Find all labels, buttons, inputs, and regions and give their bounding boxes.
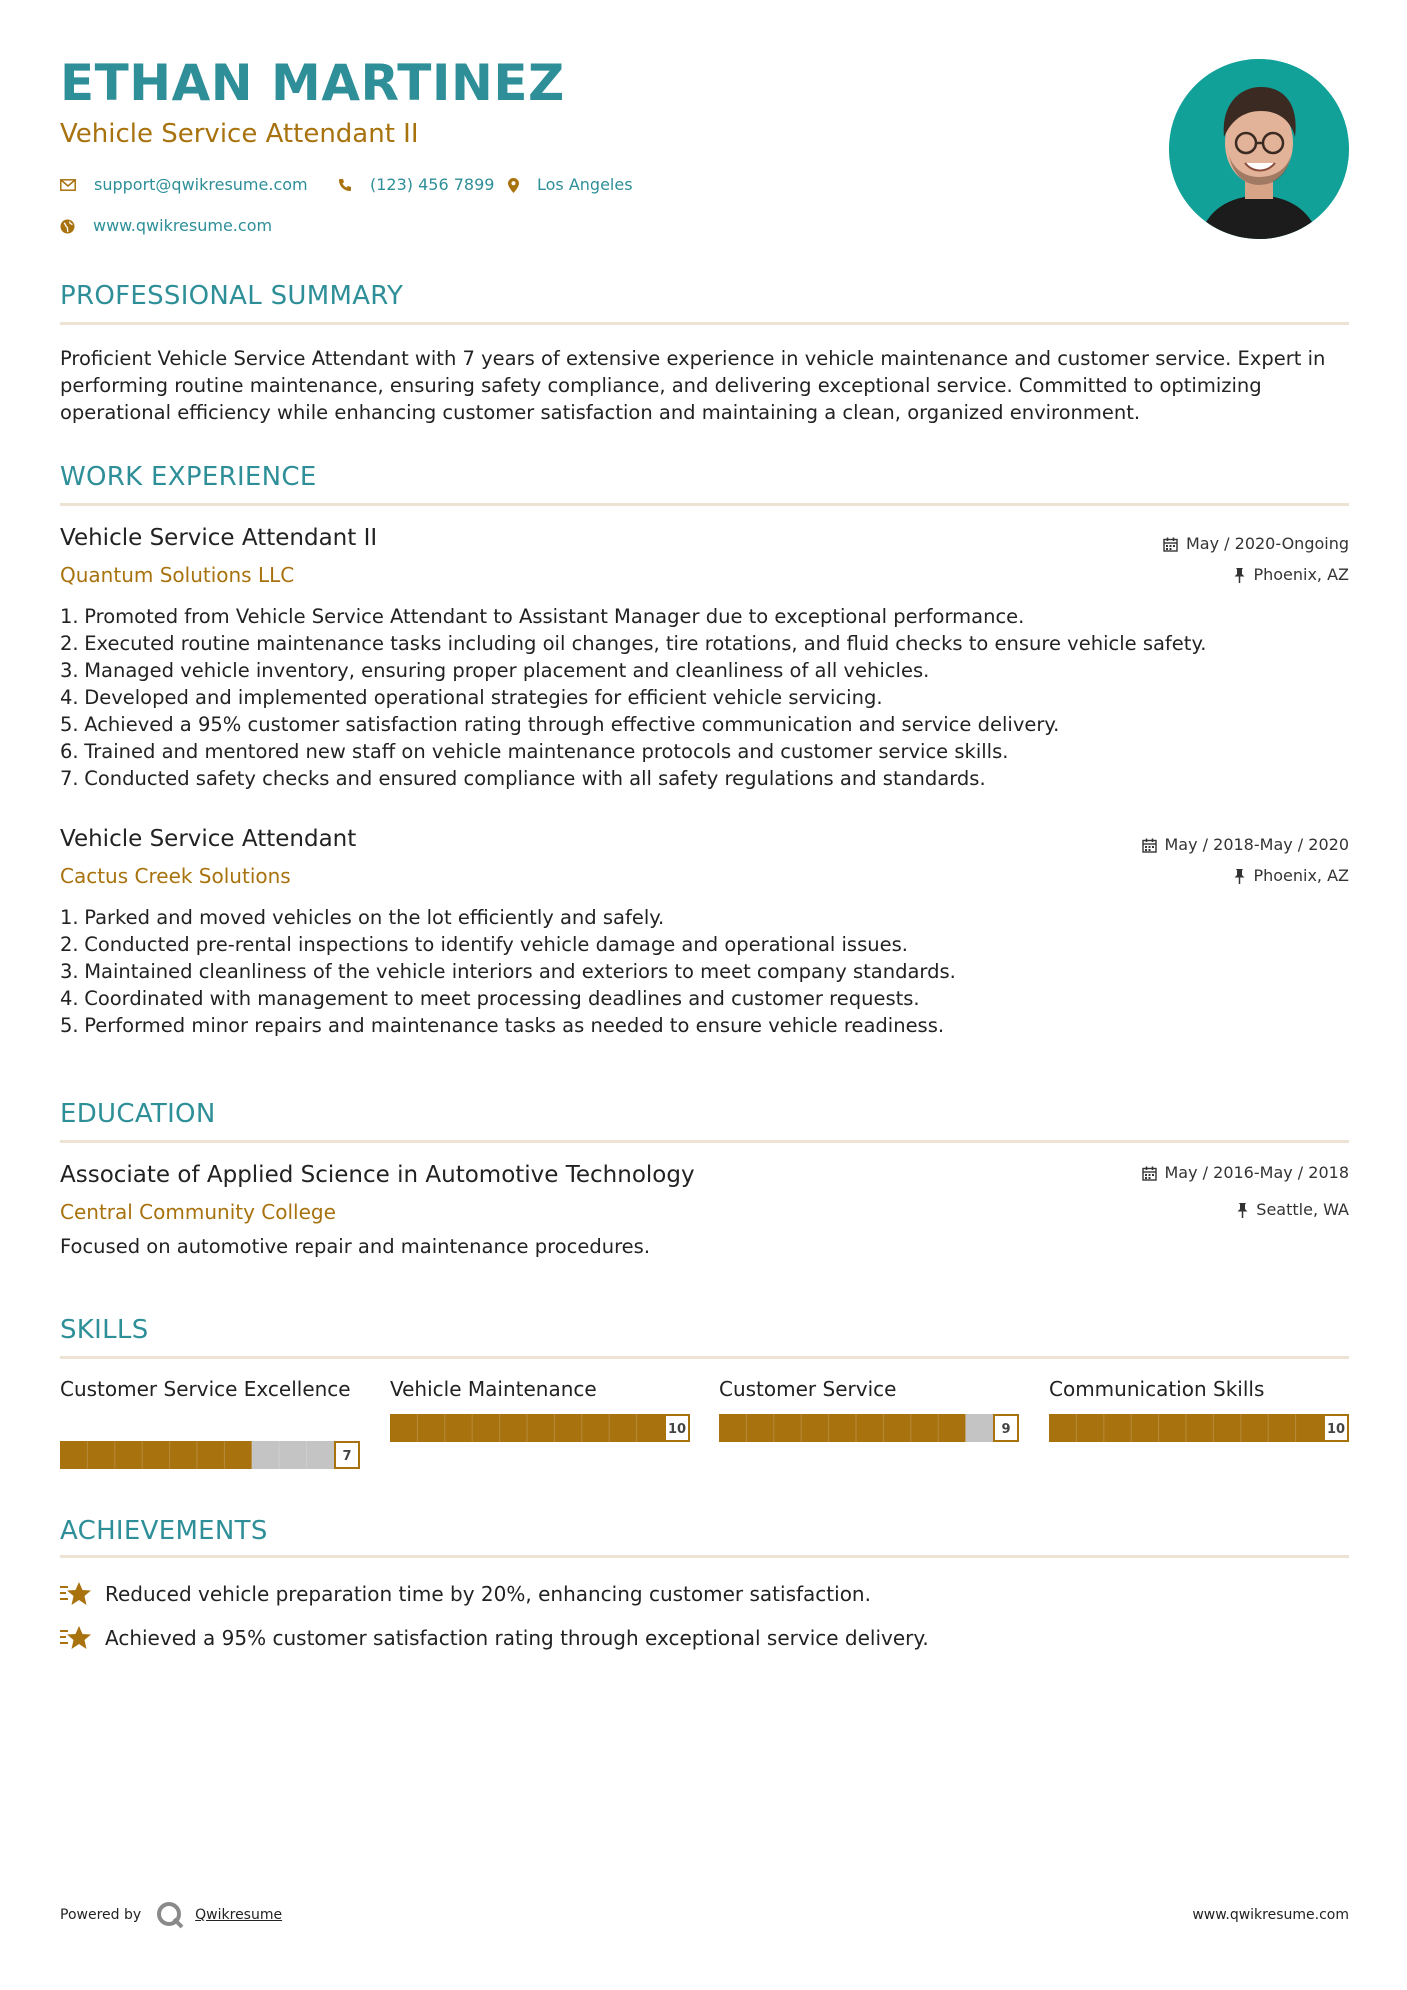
section-title-skills: SKILLS [60, 1315, 149, 1345]
education-school: Central Community College [60, 1200, 336, 1224]
section-title-experience: WORK EXPERIENCE [60, 462, 317, 492]
list-item: 1. Promoted from Vehicle Service Attendant to Assistant Manager due to exceptional performance. [60, 605, 1025, 628]
calendar-icon [1142, 838, 1157, 853]
list-item: 4. Coordinated with management to meet processing deadlines and customer requests. [60, 987, 920, 1010]
job-location-text: Phoenix, AZ [1253, 565, 1349, 584]
achievement-text: Achieved a 95% customer satisfaction rating through exceptional service delivery. [105, 1626, 929, 1650]
job-dates-text: May / 2018-May / 2020 [1164, 835, 1349, 854]
skill-bar [60, 1441, 360, 1469]
list-item: 7. Conducted safety checks and ensured compliance with all safety regulations and standards. [60, 767, 986, 790]
education-location-text: Seattle, WA [1256, 1200, 1349, 1219]
location-text: Los Angeles [537, 175, 633, 194]
list-item: 6. Trained and mentored new staff on vehicle maintenance protocols and customer service skills. [60, 740, 1009, 763]
education-degree: Associate of Applied Science in Automotive Technology [60, 1162, 695, 1188]
website-text: www.qwikresume.com [93, 216, 273, 235]
section-divider [60, 1356, 1349, 1359]
skill-name: Vehicle Maintenance [390, 1377, 597, 1401]
job-dates-text: May / 2020-Ongoing [1186, 534, 1349, 553]
job-bullets [60, 603, 1206, 792]
contact-location [508, 177, 633, 193]
footer-brand-link[interactable]: Qwikresume [195, 1907, 283, 1923]
star-medal-icon [60, 1580, 93, 1608]
skill-bar-fill [60, 1441, 252, 1469]
footer-url[interactable]: www.qwikresume.com [1192, 1907, 1349, 1923]
section-divider [60, 322, 1349, 325]
envelope-icon [60, 179, 76, 191]
list-item: 5. Performed minor repairs and maintenance tasks as needed to ensure vehicle readiness. [60, 1014, 945, 1037]
qwikresume-logo-icon [155, 1900, 185, 1930]
list-item: 2. Conducted pre-rental inspections to identify vehicle damage and operational issues. [60, 933, 908, 956]
job-location [1234, 868, 1349, 884]
achievement-item [60, 1624, 929, 1652]
skill-name: Customer Service Excellence [60, 1377, 351, 1401]
email-text: support@qwikresume.com [94, 175, 308, 194]
skill-bar [1049, 1414, 1349, 1442]
summary-text: Proficient Vehicle Service Attendant with 7 years of extensive experience in vehicle maintenance and customer service. Expert in performing routine maintenance, ensuring safety compliance, and delivering exceptional service. Committed to optimizing operational efficiency while enhancing customer satisfaction and maintaining a clean, organized environment. [60, 347, 1326, 424]
section-title-summary: PROFESSIONAL SUMMARY [60, 281, 404, 311]
section-divider [60, 1555, 1349, 1558]
achievement-text: Reduced vehicle preparation time by 20%, enhancing customer satisfaction. [105, 1582, 871, 1606]
job-company: Cactus Creek Solutions [60, 864, 291, 888]
phone-text: (123) 456 7899 [370, 175, 495, 194]
skill-level-label: 10 [1326, 1422, 1346, 1437]
job-company: Quantum Solutions LLC [60, 563, 295, 587]
section-divider [60, 1140, 1349, 1143]
job-dates [1142, 837, 1350, 853]
job-location [1234, 567, 1349, 583]
contact-website[interactable] [60, 218, 272, 234]
achievement-item [60, 1580, 871, 1608]
calendar-icon [1163, 537, 1178, 552]
list-item: 5. Achieved a 95% customer satisfaction rating through effective communication and service delivery. [60, 713, 1060, 736]
section-divider [60, 503, 1349, 506]
skill-name: Customer Service [719, 1377, 897, 1401]
footer-powered-by [60, 1900, 282, 1930]
job-dates [1163, 536, 1349, 552]
globe-icon [60, 219, 75, 234]
list-item: 1. Parked and moved vehicles on the lot efficiently and safely. [60, 906, 665, 929]
star-medal-icon [60, 1624, 93, 1652]
education-dates [1142, 1165, 1350, 1181]
powered-by-text: Powered by [60, 1907, 142, 1923]
education-description: Focused on automotive repair and maintenance procedures. [60, 1235, 651, 1258]
skill-level-label: 9 [1001, 1422, 1011, 1437]
skill-level-label: 10 [667, 1422, 687, 1437]
education-dates-text: May / 2016-May / 2018 [1164, 1163, 1349, 1182]
job-location-text: Phoenix, AZ [1253, 866, 1349, 885]
job-title: Vehicle Service Attendant II [60, 525, 378, 551]
contact-phone[interactable] [338, 177, 494, 193]
candidate-role: Vehicle Service Attendant II [60, 119, 419, 149]
candidate-name: ETHAN MARTINEZ [60, 54, 565, 112]
skill-bar-fill [719, 1414, 966, 1442]
list-item: 2. Executed routine maintenance tasks including oil changes, tire rotations, and fluid checks to ensure vehicle safety. [60, 632, 1207, 655]
job-title: Vehicle Service Attendant [60, 826, 357, 852]
map-pin-icon [508, 178, 519, 193]
skill-name: Communication Skills [1049, 1377, 1265, 1401]
calendar-icon [1142, 1166, 1157, 1181]
pushpin-icon [1234, 568, 1245, 583]
list-item: 3. Managed vehicle inventory, ensuring proper placement and cleanliness of all vehicles. [60, 659, 930, 682]
pushpin-icon [1237, 1203, 1248, 1218]
job-bullets [60, 904, 956, 1039]
profile-photo [1169, 59, 1349, 239]
skill-level-label: 7 [342, 1449, 352, 1464]
phone-icon [338, 178, 352, 192]
pushpin-icon [1234, 869, 1245, 884]
skill-bar [390, 1414, 690, 1442]
contact-email[interactable] [60, 177, 308, 193]
section-title-education: EDUCATION [60, 1099, 216, 1129]
section-title-achievements: ACHIEVEMENTS [60, 1516, 268, 1546]
list-item: 4. Developed and implemented operational strategies for efficient vehicle servicing. [60, 686, 883, 709]
education-location [1237, 1202, 1349, 1218]
list-item: 3. Maintained cleanliness of the vehicle interiors and exteriors to meet company standards. [60, 960, 956, 983]
skill-bar [719, 1414, 1019, 1442]
